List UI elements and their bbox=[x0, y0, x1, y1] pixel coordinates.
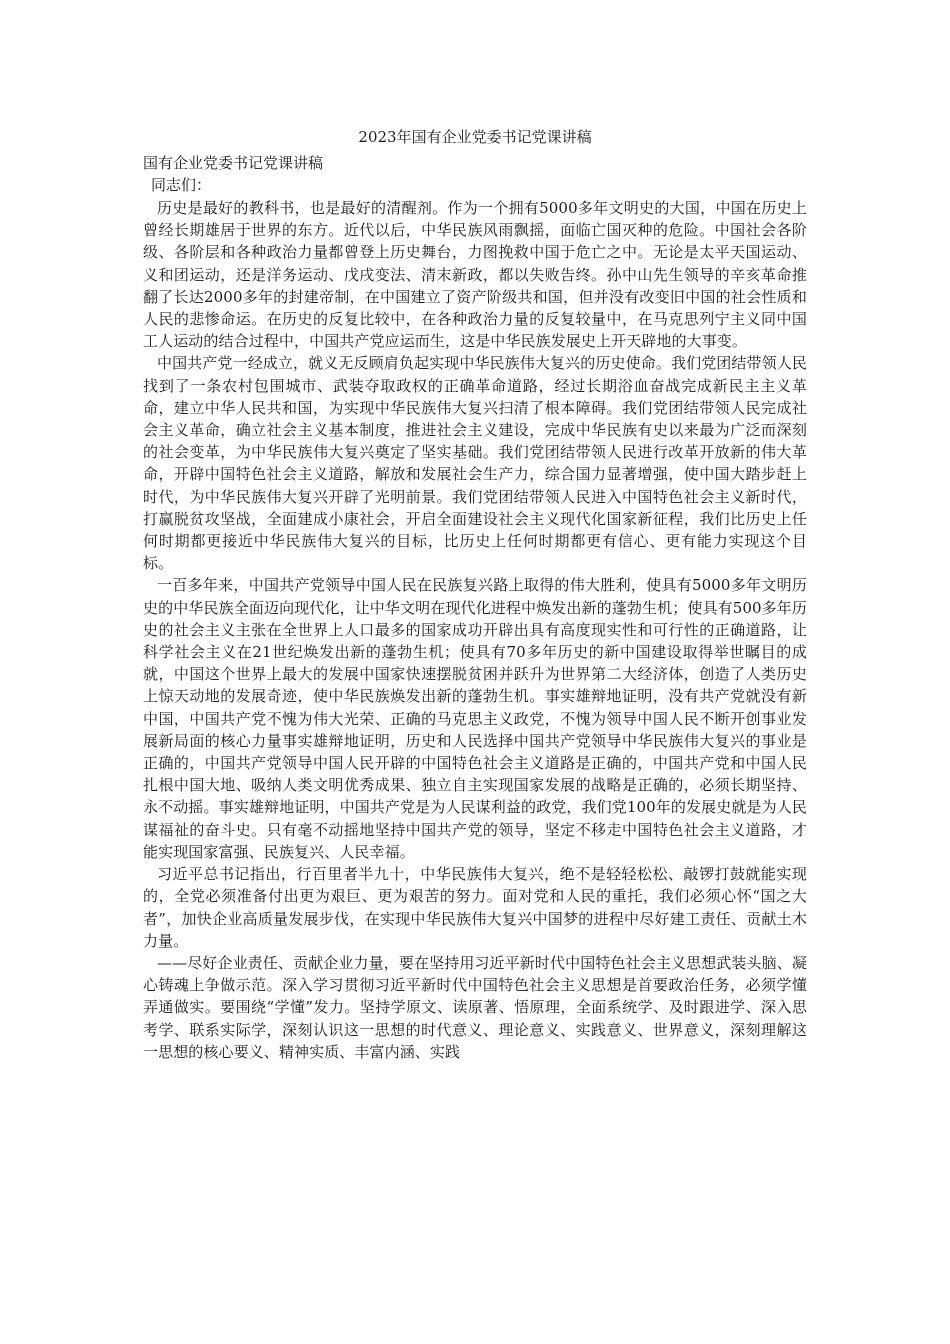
document-subtitle: 国有企业党委书记党课讲稿 bbox=[143, 154, 324, 172]
document-title: 2023年国有企业党委书记党课讲稿 bbox=[358, 128, 592, 146]
paragraph-4: 习近平总书记指出，行百里者半九十，中华民族伟大复兴，绝不是轻轻松松、敲锣打鼓就能实现的，全党必须准备付出更为艰巨、更为艰苦的努力。面对党和人民的重托，我们必须心怀“国之大者”，加快企业高质量发展步伐，在实现中华民族伟大复兴中国梦的进程中尽好建工责任、贡献土木力量。 bbox=[143, 865, 807, 950]
paragraph-2: 中国共产党一经成立，就义无反顾肩负起实现中华民族伟大复兴的历史使命。我们党团结带领人民找到了一条农村包围城市、武装夺取政权的正确革命道路，经过长期浴血奋战完成新民主主义革命，建立中华人民共和国，为实现中华民族伟大复兴扫清了根本障碍。我们党团结带领人民完成社会主义革命，确立社会主义基本制度，推进社会主义建设，完成中华民族有史以来最为广泛而深刻的社会变革，为中华民族伟大复兴奠定了坚实基础。我们党团结带领人民进行改革开放新的伟大革命，开辟中国特色社会主义道路，解放和发展社会生产力，综合国力显著增强，使中国大踏步赶上时代，为中华民族伟大复兴开辟了光明前景。我们党团结带领人民进入中国特色社会主义新时代，打赢脱贫攻坚战，全面建成小康社会，开启全面建设社会主义现代化国家新征程，我们比历史上任何时期都更接近中华民族伟大复兴的目标，比历史上任何时期都更有信心、更有能力实现这个目标。 bbox=[143, 354, 807, 573]
paragraph-3: 一百多年来，中国共产党领导中国人民在民族复兴路上取得的伟大胜利，使具有5000多年文明历史的中华民族全面迈向现代化，让中华文明在现代化进程中焕发出新的蓬勃生机；使具有500多年历史的社会主义主张在全世界上人口最多的国家成功开辟出具有高度现实性和可行性的正确道路，让科学社会主义在21世纪焕发出新的蓬勃生机；使具有70多年历史的新中国建设取得举世瞩目的成就，中国这个世界上最大的发展中国家快速摆脱贫困并跃升为世界第二大经济体，创造了人类历史上惊天动地的发展奇迹，使中华民族焕发出新的蓬勃生机。事实雄辩地证明，没有共产党就没有新中国，中国共产党不愧为伟大光荣、正确的马克思主义政党，不愧为领导中国人民不断开创事业发展新局面的核心力量事实雄辩地证明，历史和人民选择中国共产党领导中华民族伟大复兴的事业是正确的，中国共产党领导中国人民开辟的中国特色社会主义道路是正确的，中国共产党和中国人民扎根中国大地、吸纳人类文明优秀成果、独立自主实现国家发展的战略是正确的，必须长期坚持、永不动摇。事实雄辩地证明，中国共产党是为人民谋利益的政党，我们党100年的发展史就是为人民谋福祉的奋斗史。只有毫不动摇地坚持中国共产党的领导，坚定不移走中国特色社会主义道路，才能实现国家富强、民族复兴、人民幸福。 bbox=[143, 576, 807, 861]
document-page bbox=[143, 126, 807, 1063]
paragraph-1: 历史是最好的教科书，也是最好的清醒剂。作为一个拥有5000多年文明史的大国，中国在历史上曾经长期雄居于世界的东方。近代以后，中华民族风雨飘摇，面临亡国灭种的危险。中国社会各阶级、各阶层和各种政治力量都曾登上历史舞台，力图挽救中国于危亡之中。无论是太平天国运动、义和团运动，还是洋务运动、戊戌变法、清末新政，都以失败告终。孙中山先生领导的辛亥革命推翻了长达2000多年的封建帝制，在中国建立了资产阶级共和国，但并没有改变旧中国的社会性质和人民的悲惨命运。在历史的反复比较中，在各种政治力量的反复较量中，在马克思列宁主义同中国工人运动的结合过程中，中国共产党应运而生，这是中华民族发展史上开天辟地的大事变。 bbox=[143, 199, 807, 351]
paragraph-5: ——尽好企业责任、贡献企业力量，要在坚持用习近平新时代中国特色社会主义思想武装头脑、凝心铸魂上争做示范。深入学习贯彻习近平新时代中国特色社会主义思想是首要政治任务，必须学懂弄通做实。要围绕“学懂”发力。坚持学原文、读原著、悟原理，全面系统学、及时跟进学、深入思考学、联系实际学，深刻认识这一思想的时代意义、理论意义、实践意义、世界意义，深刻理解这一思想的核心要义、精神实质、丰富内涵、实践 bbox=[143, 953, 807, 1061]
greeting: 同志们： bbox=[151, 176, 212, 194]
